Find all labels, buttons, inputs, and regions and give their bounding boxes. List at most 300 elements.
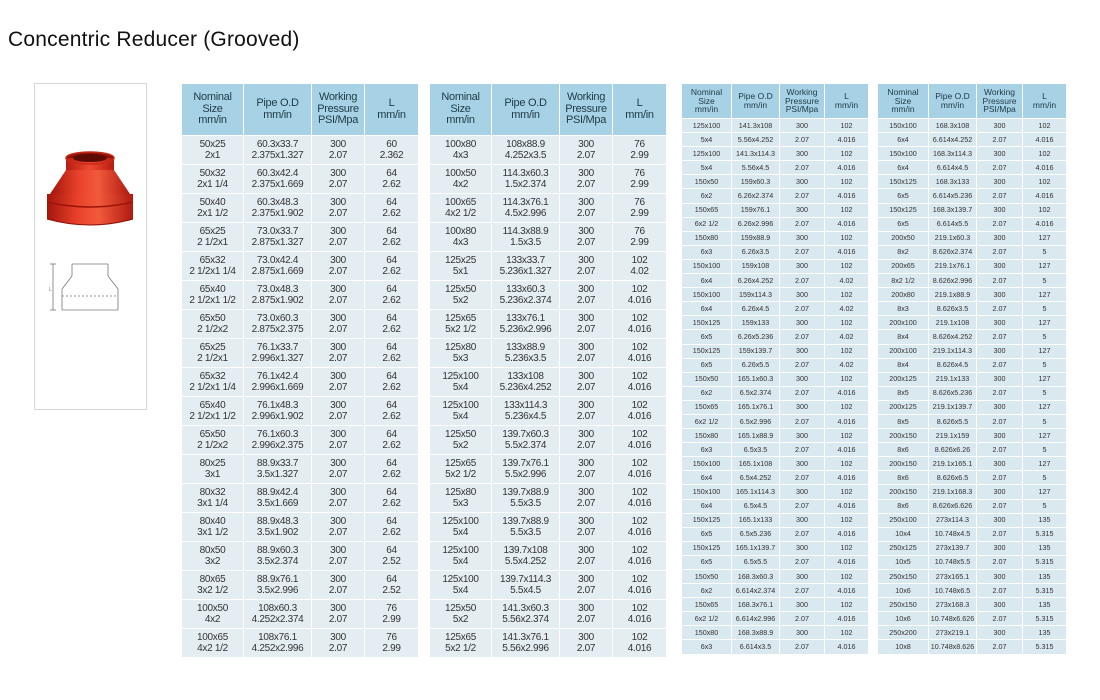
length-cell: [365, 339, 419, 368]
working-pressure-cell: 300: [780, 288, 825, 302]
metric-value: 125x100: [442, 544, 479, 556]
table-row-imperial: [878, 527, 1067, 541]
metric-value: 300: [578, 254, 594, 266]
table-row-imperial: [682, 527, 869, 541]
working-pressure-cell: [560, 600, 613, 629]
pipe-od-cell: 6.614x5.5: [929, 217, 977, 231]
table-row: [430, 223, 667, 252]
table-row-imperial: [682, 245, 869, 259]
metric-value: 125x25: [444, 254, 476, 266]
metric-value: 65x32: [199, 370, 226, 382]
length-cell: 5.315: [1023, 527, 1067, 541]
metric-value: 300: [578, 225, 594, 237]
length-cell: 5: [1023, 302, 1067, 316]
table-row-imperial: [682, 161, 869, 175]
length-cell: [613, 600, 667, 629]
metric-value: 300: [330, 573, 346, 585]
pipe-od-cell: [492, 484, 560, 513]
metric-value: 139.7x60.3: [502, 428, 549, 440]
nominal-size-cell: 6x5: [878, 217, 929, 231]
metric-value: 102: [631, 312, 648, 324]
nominal-size-cell: 200x150: [878, 457, 929, 471]
nominal-size-cell: [430, 542, 492, 571]
metric-value: 60.3x33.7: [256, 138, 299, 150]
working-pressure-cell: 2.07: [780, 443, 825, 457]
pipe-od-cell: [244, 397, 312, 426]
working-pressure-cell: 2.07: [977, 499, 1023, 513]
metric-value: 64: [386, 341, 397, 353]
metric-value: 133x76.1: [506, 312, 545, 324]
imperial-value: 4.016: [627, 353, 652, 364]
imperial-value: 4.016: [627, 643, 652, 654]
metric-value: 76.1x42.4: [256, 370, 299, 382]
table-row: [182, 600, 419, 629]
nominal-size-cell: 150x100: [878, 119, 929, 133]
nominal-size-cell: 200x100: [878, 316, 929, 330]
pipe-od-cell: 6.5x2.374: [732, 386, 780, 400]
length-cell: 4.016: [1023, 133, 1067, 147]
pipe-od-cell: 6.26x3.5: [732, 245, 780, 259]
nominal-size-cell: [430, 571, 492, 600]
pipe-od-cell: [492, 223, 560, 252]
length-cell: 102: [825, 626, 869, 640]
imperial-value: 5x4: [452, 411, 469, 422]
pipe-od-cell: 165.1x133: [732, 513, 780, 527]
working-pressure-cell: 300: [780, 513, 825, 527]
pipe-od-cell: [244, 339, 312, 368]
table-row: [182, 310, 419, 339]
table-row: [182, 281, 419, 310]
pipe-od-cell: 10.748x5.5: [929, 555, 977, 569]
pipe-od-cell: 6.614x4.252: [929, 133, 977, 147]
working-pressure-cell: [560, 136, 613, 165]
table-row: [430, 600, 667, 629]
metric-value: 300: [578, 399, 594, 411]
table-row-imperial: [682, 302, 869, 316]
spec-table-1: [181, 83, 419, 658]
metric-value: 300: [578, 196, 594, 208]
imperial-value: 2.07: [576, 266, 596, 277]
length-cell: [613, 484, 667, 513]
table-row-metric: [682, 231, 869, 245]
length-cell: [613, 310, 667, 339]
metric-value: 76.1x33.7: [256, 341, 299, 353]
imperial-value: 5.5x2.374: [504, 440, 547, 451]
nominal-size-cell: 200x125: [878, 400, 929, 414]
imperial-value: 2.07: [576, 556, 596, 567]
length-cell: [613, 223, 667, 252]
working-pressure-cell: 2.07: [780, 189, 825, 203]
pipe-od-cell: [492, 629, 560, 658]
imperial-value: 2.62: [382, 382, 401, 393]
table-row-metric: [878, 119, 1067, 133]
spec-table-4: [877, 83, 1067, 655]
length-cell: 102: [1023, 119, 1067, 133]
length-cell: 5.315: [1023, 555, 1067, 569]
pipe-od-cell: 5.56x4.252: [732, 133, 780, 147]
table-row: [430, 542, 667, 571]
imperial-value: 4.016: [627, 440, 652, 451]
table-row: [430, 629, 667, 658]
table-row-metric: [878, 203, 1067, 217]
working-pressure-cell: 300: [977, 203, 1023, 217]
nominal-size-cell: 150x65: [682, 598, 732, 612]
table-row: [430, 339, 667, 368]
working-pressure-cell: [560, 513, 613, 542]
pipe-od-cell: 168.3x139.7: [929, 203, 977, 217]
pipe-od-cell: 219.1x133: [929, 372, 977, 386]
metric-value: 73.0x42.4: [256, 254, 299, 266]
nominal-size-cell: 8x6: [878, 443, 929, 457]
metric-value: 80x32: [199, 486, 226, 498]
working-pressure-cell: 2.07: [977, 245, 1023, 259]
header-nominal-size: Nominal Size mm/in: [430, 84, 492, 136]
imperial-value: 2.07: [576, 527, 596, 538]
metric-value: 300: [578, 341, 594, 353]
metric-value: 73.0x60.3: [256, 312, 299, 324]
pipe-od-cell: 6.26x2.374: [732, 189, 780, 203]
working-pressure-cell: [560, 281, 613, 310]
table-row-imperial: [878, 133, 1067, 147]
metric-value: 114.3x76.1: [502, 196, 549, 208]
imperial-value: 2.07: [328, 556, 348, 567]
table-row-imperial: [878, 584, 1067, 598]
metric-value: 139.7x114.3: [499, 573, 551, 585]
imperial-value: 4x3: [452, 150, 469, 161]
pipe-od-cell: 6.5x2.996: [732, 414, 780, 428]
working-pressure-cell: [560, 455, 613, 484]
length-cell: 5: [1023, 443, 1067, 457]
length-cell: 4.016: [825, 555, 869, 569]
nominal-size-cell: 6x2: [682, 386, 732, 400]
metric-value: 76: [386, 631, 397, 643]
pipe-od-cell: 168.3x114.3: [929, 147, 977, 161]
nominal-size-cell: [182, 339, 244, 368]
imperial-value: 2.07: [328, 237, 348, 248]
imperial-value: 2.62: [382, 440, 401, 451]
imperial-value: 2 1/2x1 1/2: [189, 295, 236, 306]
imperial-value: 2.362: [379, 150, 404, 161]
table-row: [430, 194, 667, 223]
metric-value: 73.0x48.3: [256, 283, 299, 295]
imperial-value: 4.016: [627, 382, 652, 393]
imperial-value: 4x3: [452, 237, 469, 248]
nominal-size-cell: 150x50: [682, 372, 732, 386]
length-cell: 127: [1023, 457, 1067, 471]
length-cell: 102: [825, 485, 869, 499]
working-pressure-cell: 300: [780, 485, 825, 499]
pipe-od-cell: [492, 368, 560, 397]
length-cell: 127: [1023, 259, 1067, 273]
imperial-value: 2.875x1.669: [251, 266, 304, 277]
table-row-metric: [682, 119, 869, 133]
imperial-value: 2.07: [328, 150, 348, 161]
imperial-value: 3x1: [204, 469, 221, 480]
working-pressure-cell: [560, 252, 613, 281]
metric-value: 50x25: [199, 138, 226, 150]
metric-value: 133x88.9: [506, 341, 545, 353]
metric-value: 102: [631, 341, 648, 353]
imperial-value: 4x2 1/2: [197, 643, 228, 654]
table-row-metric: [682, 259, 869, 273]
table-row-metric: [682, 541, 869, 555]
metric-value: 64: [386, 486, 397, 498]
imperial-value: 2.996x1.902: [251, 411, 304, 422]
nominal-size-cell: 10x5: [878, 555, 929, 569]
working-pressure-cell: [312, 194, 365, 223]
nominal-size-cell: 6x4: [878, 161, 929, 175]
nominal-size-cell: [182, 629, 244, 658]
table-row: [182, 368, 419, 397]
imperial-value: 2.99: [382, 643, 401, 654]
metric-value: 102: [631, 283, 648, 295]
working-pressure-cell: 2.07: [977, 358, 1023, 372]
working-pressure-cell: [312, 484, 365, 513]
length-cell: [613, 339, 667, 368]
table-row-metric: [878, 457, 1067, 471]
imperial-value: 2.875x1.327: [251, 237, 304, 248]
imperial-value: 5x2: [452, 614, 469, 625]
pipe-od-cell: 168.3x60.3: [732, 570, 780, 584]
working-pressure-cell: 2.07: [780, 217, 825, 231]
nominal-size-cell: 150x125: [682, 513, 732, 527]
table-row-metric: [878, 316, 1067, 330]
length-cell: 127: [1023, 231, 1067, 245]
metric-value: 300: [330, 457, 346, 469]
length-cell: [613, 252, 667, 281]
imperial-value: 3x2 1/2: [197, 585, 228, 596]
metric-value: 125x100: [442, 573, 479, 585]
length-cell: 102: [825, 598, 869, 612]
nominal-size-cell: [182, 136, 244, 165]
nominal-size-cell: 8x2 1/2: [878, 274, 929, 288]
table-row-imperial: [878, 386, 1067, 400]
table-row-imperial: [878, 245, 1067, 259]
header-working-pressure: Working Pressure PSI/Mpa: [977, 84, 1023, 119]
working-pressure-cell: 300: [977, 400, 1023, 414]
length-cell: 135: [1023, 570, 1067, 584]
table-row-metric: [682, 513, 869, 527]
nominal-size-cell: [182, 571, 244, 600]
metric-value: 133x114.3: [503, 399, 548, 411]
metric-value: 300: [578, 486, 594, 498]
length-cell: 102: [825, 429, 869, 443]
metric-value: 125x65: [444, 457, 476, 469]
pipe-od-cell: [492, 455, 560, 484]
nominal-size-cell: [430, 629, 492, 658]
nominal-size-cell: 150x100: [682, 485, 732, 499]
working-pressure-cell: [560, 397, 613, 426]
metric-value: 88.9x76.1: [256, 573, 299, 585]
pipe-od-cell: 6.26x5.5: [732, 358, 780, 372]
length-cell: 5: [1023, 330, 1067, 344]
length-cell: 127: [1023, 316, 1067, 330]
pipe-od-cell: 165.1x76.1: [732, 400, 780, 414]
length-cell: 102: [825, 231, 869, 245]
table-row: [182, 252, 419, 281]
metric-value: 102: [631, 428, 648, 440]
pipe-od-cell: 168.3x88.9: [732, 626, 780, 640]
metric-value: 300: [330, 428, 346, 440]
length-cell: [613, 136, 667, 165]
working-pressure-cell: [312, 136, 365, 165]
imperial-value: 2.62: [382, 411, 401, 422]
imperial-value: 2 1/2x1 1/4: [189, 382, 236, 393]
pipe-od-cell: [244, 136, 312, 165]
nominal-size-cell: [430, 339, 492, 368]
pipe-od-cell: [244, 571, 312, 600]
working-pressure-cell: 300: [977, 626, 1023, 640]
nominal-size-cell: 6x5: [682, 527, 732, 541]
metric-value: 125x50: [444, 428, 476, 440]
nominal-size-cell: 150x125: [878, 203, 929, 217]
metric-value: 300: [330, 370, 346, 382]
length-cell: 127: [1023, 429, 1067, 443]
pipe-od-cell: 219.1x88.9: [929, 288, 977, 302]
imperial-value: 4.016: [627, 556, 652, 567]
length-cell: 4.016: [825, 499, 869, 513]
length-cell: [365, 426, 419, 455]
nominal-size-cell: [430, 455, 492, 484]
working-pressure-cell: 300: [780, 203, 825, 217]
table-row: [182, 513, 419, 542]
header-working-pressure: Working Pressure PSI/Mpa: [560, 84, 613, 136]
table-row-metric: [878, 231, 1067, 245]
table-row-imperial: [878, 612, 1067, 626]
working-pressure-cell: 300: [977, 259, 1023, 273]
table-row-metric: [682, 372, 869, 386]
imperial-value: 2.07: [576, 295, 596, 306]
pipe-od-cell: 6.26x5.236: [732, 330, 780, 344]
metric-value: 102: [631, 486, 648, 498]
length-cell: [365, 368, 419, 397]
metric-value: 64: [386, 573, 397, 585]
length-cell: 5: [1023, 386, 1067, 400]
metric-value: 300: [578, 428, 594, 440]
pipe-od-cell: 168.3x133: [929, 175, 977, 189]
table-row-metric: [878, 288, 1067, 302]
nominal-size-cell: [430, 281, 492, 310]
nominal-size-cell: 6x4: [878, 133, 929, 147]
imperial-value: 5x2 1/2: [445, 324, 476, 335]
pipe-od-cell: 219.1x139.7: [929, 400, 977, 414]
length-cell: 102: [825, 570, 869, 584]
pipe-od-cell: 219.1x165.1: [929, 457, 977, 471]
table-row-metric: [878, 344, 1067, 358]
imperial-value: 3.5x1.669: [256, 498, 299, 509]
length-cell: [613, 426, 667, 455]
nominal-size-cell: 6x3: [682, 640, 732, 654]
pipe-od-cell: 165.1x60.3: [732, 372, 780, 386]
metric-value: 73.0x33.7: [256, 225, 299, 237]
table-row-metric: [878, 147, 1067, 161]
pipe-od-cell: 10.748x4.5: [929, 527, 977, 541]
working-pressure-cell: 2.07: [977, 584, 1023, 598]
nominal-size-cell: [430, 600, 492, 629]
table-row-imperial: [878, 443, 1067, 457]
nominal-size-cell: [430, 397, 492, 426]
nominal-size-cell: [182, 484, 244, 513]
pipe-od-cell: 8.626x2.374: [929, 245, 977, 259]
metric-value: 102: [631, 515, 648, 527]
table-row-metric: [878, 429, 1067, 443]
metric-value: 64: [386, 225, 397, 237]
metric-value: 125x100: [442, 515, 479, 527]
pipe-od-cell: 6.26x2.996: [732, 217, 780, 231]
metric-value: 76.1x60.3: [256, 428, 299, 440]
nominal-size-cell: 150x65: [682, 400, 732, 414]
metric-value: 102: [631, 254, 648, 266]
metric-value: 300: [578, 631, 594, 643]
imperial-value: 2.996x1.327: [251, 353, 304, 364]
metric-value: 139.7x108: [503, 544, 548, 556]
length-cell: 127: [1023, 485, 1067, 499]
nominal-size-cell: 150x80: [682, 626, 732, 640]
nominal-size-cell: 250x150: [878, 598, 929, 612]
length-cell: 102: [1023, 203, 1067, 217]
imperial-value: 3.5x1.902: [256, 527, 299, 538]
metric-value: 125x80: [444, 486, 476, 498]
working-pressure-cell: [312, 542, 365, 571]
table-row-metric: [878, 372, 1067, 386]
imperial-value: 2.07: [576, 324, 596, 335]
pipe-od-cell: 10.748x8.626: [929, 640, 977, 654]
imperial-value: 5x4: [452, 556, 469, 567]
metric-value: 300: [330, 167, 346, 179]
working-pressure-cell: 300: [977, 541, 1023, 555]
table-row-imperial: [878, 499, 1067, 513]
nominal-size-cell: 200x125: [878, 372, 929, 386]
metric-value: 88.9x42.4: [256, 486, 299, 498]
metric-value: 64: [386, 254, 397, 266]
imperial-value: 2 1/2x1 1/4: [189, 266, 236, 277]
working-pressure-cell: [560, 542, 613, 571]
table-row-imperial: [878, 302, 1067, 316]
imperial-value: 2.375x1.669: [251, 179, 304, 190]
nominal-size-cell: 150x125: [682, 541, 732, 555]
table-row-imperial: [878, 640, 1067, 654]
header-working-pressure: Working Pressure PSI/Mpa: [312, 84, 365, 136]
metric-value: 300: [578, 602, 594, 614]
imperial-value: 2 1/2x2: [197, 440, 228, 451]
working-pressure-cell: 300: [780, 400, 825, 414]
imperial-value: 2.62: [382, 353, 401, 364]
table-row: [430, 484, 667, 513]
metric-value: 76: [634, 225, 645, 237]
working-pressure-cell: [560, 310, 613, 339]
imperial-value: 2 1/2x2: [197, 324, 228, 335]
table-row-imperial: [682, 330, 869, 344]
table-row-imperial: [682, 443, 869, 457]
metric-value: 80x65: [199, 573, 226, 585]
nominal-size-cell: [182, 281, 244, 310]
working-pressure-cell: 2.07: [977, 612, 1023, 626]
pipe-od-cell: 165.1x88.9: [732, 429, 780, 443]
imperial-value: 2.07: [576, 498, 596, 509]
table-row: [182, 194, 419, 223]
working-pressure-cell: [312, 165, 365, 194]
length-cell: 4.016: [825, 640, 869, 654]
metric-value: 114.3x60.3: [502, 167, 549, 179]
metric-value: 300: [330, 544, 346, 556]
working-pressure-cell: 2.07: [977, 471, 1023, 485]
table-row: [430, 252, 667, 281]
header-pipe-od: Pipe O.D mm/in: [492, 84, 560, 136]
pipe-od-cell: 159x133: [732, 316, 780, 330]
nominal-size-cell: 150x125: [682, 316, 732, 330]
working-pressure-cell: 300: [977, 288, 1023, 302]
header-pipe-od: Pipe O.D mm/in: [929, 84, 977, 119]
